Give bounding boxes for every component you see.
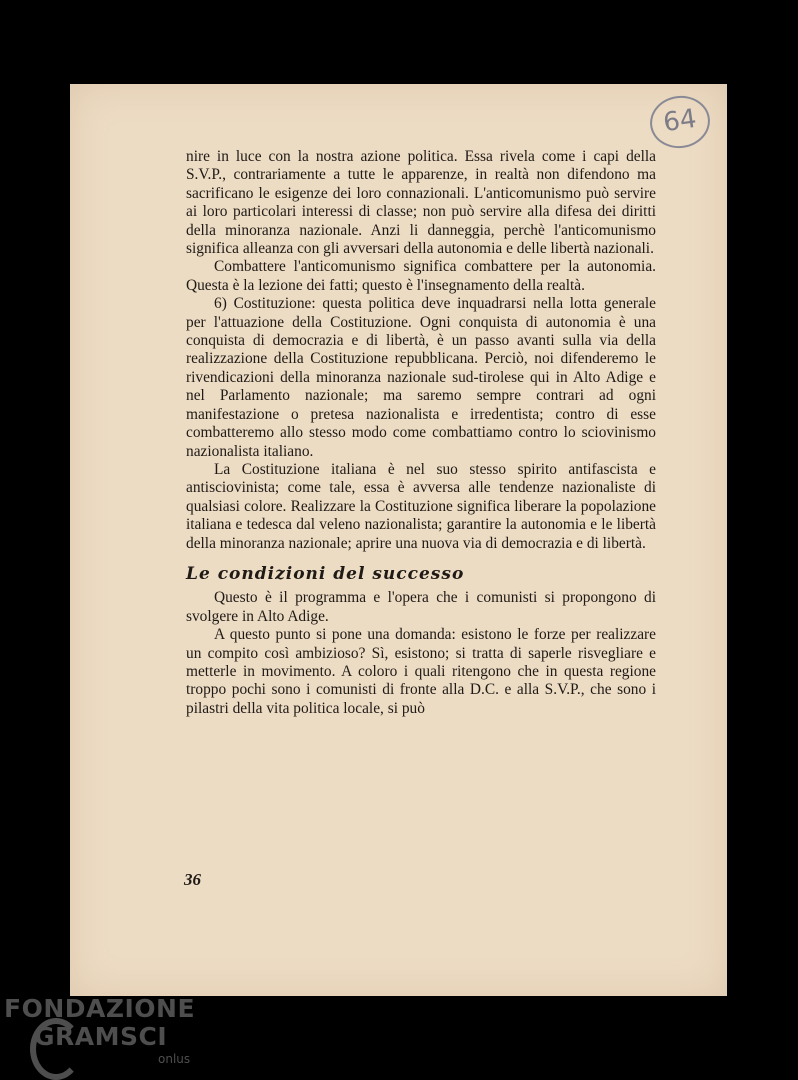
paragraph-4: La Costituzione italiana è nel suo stesso spirito antifascista e antisciovinista; come tale, essa è avversa alle tendenze nazionaliste di qualsiasi colore. Realizzare la Costituzione significa liberare la popolazione italiana e tedesca dal veleno nazionalista; garantire la autonomia e le libertà della minoranza nazionale; aprire una nuova via di democrazia e di libertà. xyxy=(186,460,656,552)
watermark-line-3: onlus xyxy=(158,1052,191,1066)
section-heading: Le condizioni del successo xyxy=(186,563,465,584)
watermark-line-2: GRAMSCI xyxy=(34,1022,168,1051)
paragraph-3: 6) Costituzione: questa politica deve inquadrarsi nella lotta generale per l'attuazione della Costituzione. Ogni conquista di autonomia è una conquista di democrazia e di libertà, è un passo avanti sulla via della realizzazione della Costituzione repubblicana. Perciò, noi difenderemo le rivendicazioni della minoranza nazionale sud-tirolese qui in Alto Adige e nel Parlamento nazionale; ma saremo sempre contrari ad ogni manifestazione o pretesa nazionalista e irredentista; contro di esse combatteremo allo stesso modo come combattiamo contro lo sciovinismo nazionalista italiano. xyxy=(186,295,656,460)
watermark-line-1: FONDAZIONE xyxy=(4,994,196,1023)
fondazione-gramsci-watermark xyxy=(0,992,200,1080)
paragraph-5: Questo è il programma e l'opera che i comunisti si propongono di svolgere in Alto Adige. xyxy=(186,589,656,625)
paragraph-1: nire in luce con la nostra azione politica. Essa rivela come i capi della S.V.P., contrariamente a tutte le apparenze, in realtà non difendono ma sacrificano le esigenze dei loro connazionali. L'anticomunismo può servire ai loro particolari interessi di classe; non può servire alla difesa dei diritti della minoranza nazionale. Anzi li danneggia, perchè l'anticomunismo significa alleanza con gli avversari della autonomia e delle libertà nazionali. xyxy=(186,148,656,258)
paragraph-2: Combattere l'anticomunismo significa combattere per la autonomia. Questa è la lezione dei fatti; questo è l'insegnamento della realtà. xyxy=(186,258,656,294)
page-number: 36 xyxy=(184,870,201,889)
body-text xyxy=(186,148,656,718)
handwritten-page-annotation: 64 xyxy=(647,92,714,152)
paragraph-6: A questo punto si pone una domanda: esistono le forze per realizzare un compito così ambizioso? Sì, esistono; si tratta di saperle risvegliare e metterle in movimento. A coloro i quali ritengono che in questa regione troppo pochi sono i comunisti di fronte alla D.C. e alla S.V.P., che sono i pilastri della vita politica locale, si può xyxy=(186,626,656,717)
